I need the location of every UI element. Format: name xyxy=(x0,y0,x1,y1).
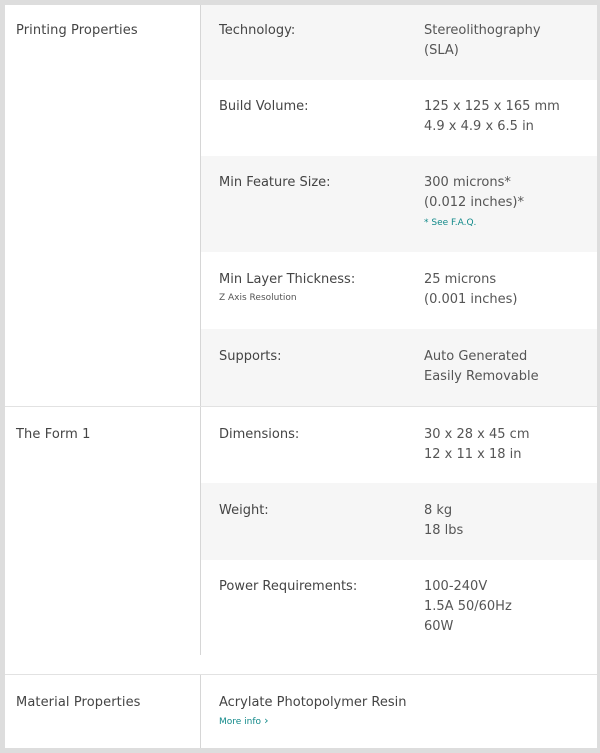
spec-row-dimensions xyxy=(201,407,597,483)
frame-left-border xyxy=(0,0,5,753)
value-line: Stereolithography xyxy=(424,23,541,38)
value-line: Easily Removable xyxy=(424,369,539,384)
spec-value xyxy=(424,501,463,541)
spec-sublabel: Z Axis Resolution xyxy=(219,293,297,303)
value-line: (SLA) xyxy=(424,43,459,58)
spec-row-min-feature-size xyxy=(201,156,597,252)
spec-label xyxy=(219,695,406,727)
spec-row-power-requirements xyxy=(201,560,597,655)
spec-row-supports xyxy=(201,329,597,406)
spec-row-build-volume xyxy=(201,80,597,156)
value-line: (0.012 inches)* xyxy=(424,195,525,210)
spec-value xyxy=(424,21,541,61)
section-title-the-form-1: The Form 1 xyxy=(16,427,91,442)
spec-row-min-layer-thickness xyxy=(201,252,597,329)
value-line: 60W xyxy=(424,619,454,634)
value-line: 1.5A 50/60Hz xyxy=(424,599,512,614)
spec-value xyxy=(424,270,518,310)
value-line: 8 kg xyxy=(424,503,453,518)
faq-link[interactable]: * See F.A.Q. xyxy=(424,218,477,228)
spec-label: Build Volume: xyxy=(219,99,309,114)
spec-label-text: Min Layer Thickness: xyxy=(219,272,356,287)
spec-row-material xyxy=(201,675,597,748)
spec-label: Dimensions: xyxy=(219,427,300,442)
value-line: 100-240V xyxy=(424,579,488,594)
section-title-material-properties: Material Properties xyxy=(16,695,141,710)
material-name: Acrylate Photopolymer Resin xyxy=(219,695,407,710)
spec-value xyxy=(424,577,512,637)
spec-value xyxy=(424,347,539,387)
spec-value xyxy=(424,97,560,137)
spec-value xyxy=(424,173,524,230)
value-line: 4.9 x 4.9 x 6.5 in xyxy=(424,119,534,134)
value-line: 25 microns xyxy=(424,272,497,287)
value-line: Auto Generated xyxy=(424,349,528,364)
more-info-link[interactable] xyxy=(219,714,406,727)
section-title-printing-properties: Printing Properties xyxy=(16,23,138,38)
spec-label: Technology: xyxy=(219,23,296,38)
chevron-right-icon: › xyxy=(264,714,269,727)
spec-value xyxy=(424,425,530,465)
spec-row-weight xyxy=(201,483,597,560)
value-line: 18 lbs xyxy=(424,523,464,538)
value-line: (0.001 inches) xyxy=(424,292,518,307)
spec-label: Min Feature Size: xyxy=(219,175,331,190)
value-line: 125 x 125 x 165 mm xyxy=(424,99,560,114)
spec-label: Weight: xyxy=(219,503,269,518)
spec-row-technology xyxy=(201,5,597,80)
more-info-label: More info xyxy=(219,717,262,727)
value-line: 12 x 11 x 18 in xyxy=(424,447,522,462)
spec-label: Supports: xyxy=(219,349,282,364)
value-line: 300 microns* xyxy=(424,175,511,190)
spec-label xyxy=(219,272,355,303)
value-line: 30 x 28 x 45 cm xyxy=(424,427,530,442)
frame-bottom-border xyxy=(0,748,600,753)
spec-label: Power Requirements: xyxy=(219,579,358,594)
